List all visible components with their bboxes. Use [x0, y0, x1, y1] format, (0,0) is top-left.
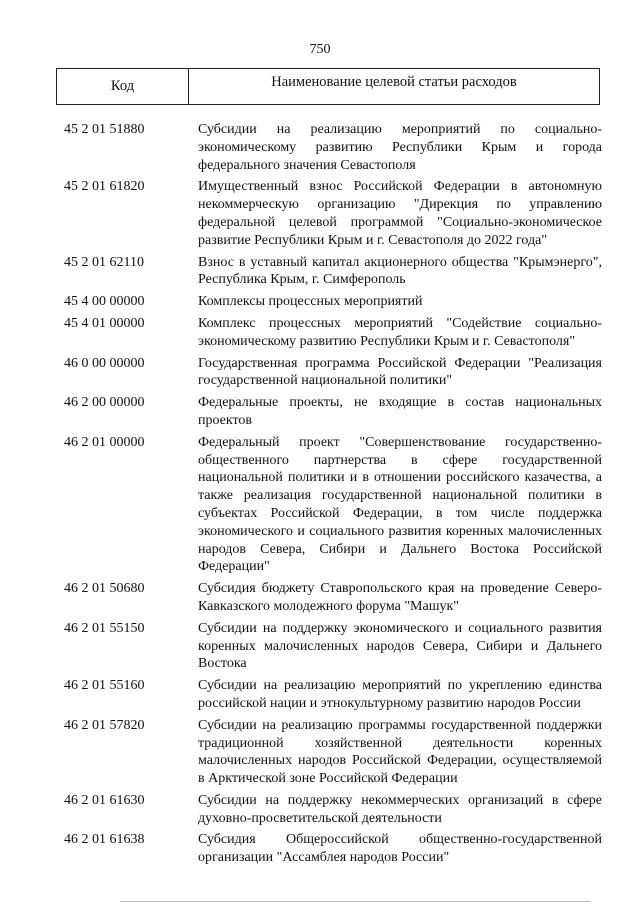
entry-name: Комплекс процессных мероприятий "Содействие социально-экономическому развитию Республики Крым и г. Севастополя"	[198, 315, 602, 349]
entry-code: 45 2 01 62110	[64, 254, 144, 270]
entry-name: Взнос в уставный капитал акционерного общества "Крымэнерго", Республика Крым, г. Симферополь	[198, 254, 602, 288]
table-row	[0, 792, 640, 828]
table-row	[0, 254, 640, 290]
entry-name: Субсидии на поддержку экономического и социального развития коренных малочисленных народов Севера, Сибири и Дальнего Востока	[198, 620, 602, 672]
budget-entries-list	[0, 121, 640, 871]
table-row	[0, 394, 640, 430]
table-row	[0, 315, 640, 351]
name-column-header: Наименование целевой статьи расходов	[271, 74, 517, 90]
entry-code: 45 2 01 51880	[64, 122, 145, 137]
table-row	[0, 178, 640, 249]
table-row	[0, 580, 640, 616]
entry-name: Субсидия Общероссийской общественно-государственной организации "Ассамблея народов России"	[198, 832, 602, 866]
table-row	[0, 831, 640, 867]
entry-code: 46 0 00 00000	[64, 355, 145, 371]
entry-code: 46 2 01 00000	[64, 434, 145, 450]
entry-name: Имущественный взнос Российской Федерации в автономную некоммерческую организацию "Дирекция по управлению федеральной целевой программой "Социально-экономическое развитие Республики Крым и г. Севастополя до 2022 года"	[198, 179, 602, 248]
scan-edge-divider	[120, 901, 590, 902]
entry-code: 45 4 01 00000	[64, 315, 145, 331]
entry-code: 46 2 01 55150	[64, 620, 145, 636]
entry-name: Субсидии на реализацию мероприятий по социально-экономическому развитию Республики Крым и города федерального значения Севастополя	[198, 122, 602, 173]
entry-code: 45 4 00 00000	[64, 294, 145, 310]
entry-code: 46 2 01 50680	[64, 581, 145, 597]
entry-name: Федеральные проекты, не входящие в состав национальных проектов	[198, 395, 602, 428]
entry-name: Федеральный проект "Совершенствование государственно-общественного партнерства в сфере государственной национальной политики и в отношении российского казачества, а также реализация государственной национальной политики в субъектах Российской Федерации, в том числе поддержка экономического и социального развития коренных малочисленных народов Севера, Сибири и Дальнего Востока Российской Федерации"	[198, 434, 602, 575]
entry-code: 46 2 00 00000	[64, 395, 145, 411]
table-row	[0, 677, 640, 713]
entry-name: Субсидии на поддержку некоммерческих организаций в сфере духовно-просветительской деятельности	[198, 792, 602, 826]
table-row	[0, 293, 640, 311]
entry-code: 46 2 01 61638	[64, 832, 145, 848]
entry-code: 46 2 01 61630	[64, 792, 145, 808]
entry-code: 45 2 01 61820	[64, 179, 145, 195]
entry-name: Государственная программа Российской Федерации "Реализация государственной национальной политики"	[198, 355, 602, 389]
page-number: 750	[309, 42, 331, 57]
entry-code: 46 2 01 55160	[64, 678, 145, 694]
table-header	[56, 68, 600, 105]
entry-name: Комплексы процессных мероприятий	[198, 294, 423, 310]
table-row	[0, 717, 640, 788]
code-column-header: Код	[57, 69, 189, 104]
entry-name: Субсидии на реализацию мероприятий по укреплению единства российской нации и этнокультурному развитию народов России	[198, 678, 602, 711]
entry-name: Субсидия бюджету Ставропольского края на проведение Северо-Кавказского молодежного форума "Машук"	[198, 581, 602, 614]
table-row	[0, 620, 640, 673]
entry-name: Субсидии на реализацию программы государственной поддержки традиционной хозяйственной деятельности коренных малочисленных народов Российской Федерации, осуществляемой в Арктической зоне Российской Федерации	[198, 717, 602, 787]
table-row	[0, 434, 640, 576]
entry-code: 46 2 01 57820	[64, 717, 145, 733]
table-row	[0, 121, 640, 174]
table-row	[0, 355, 640, 391]
